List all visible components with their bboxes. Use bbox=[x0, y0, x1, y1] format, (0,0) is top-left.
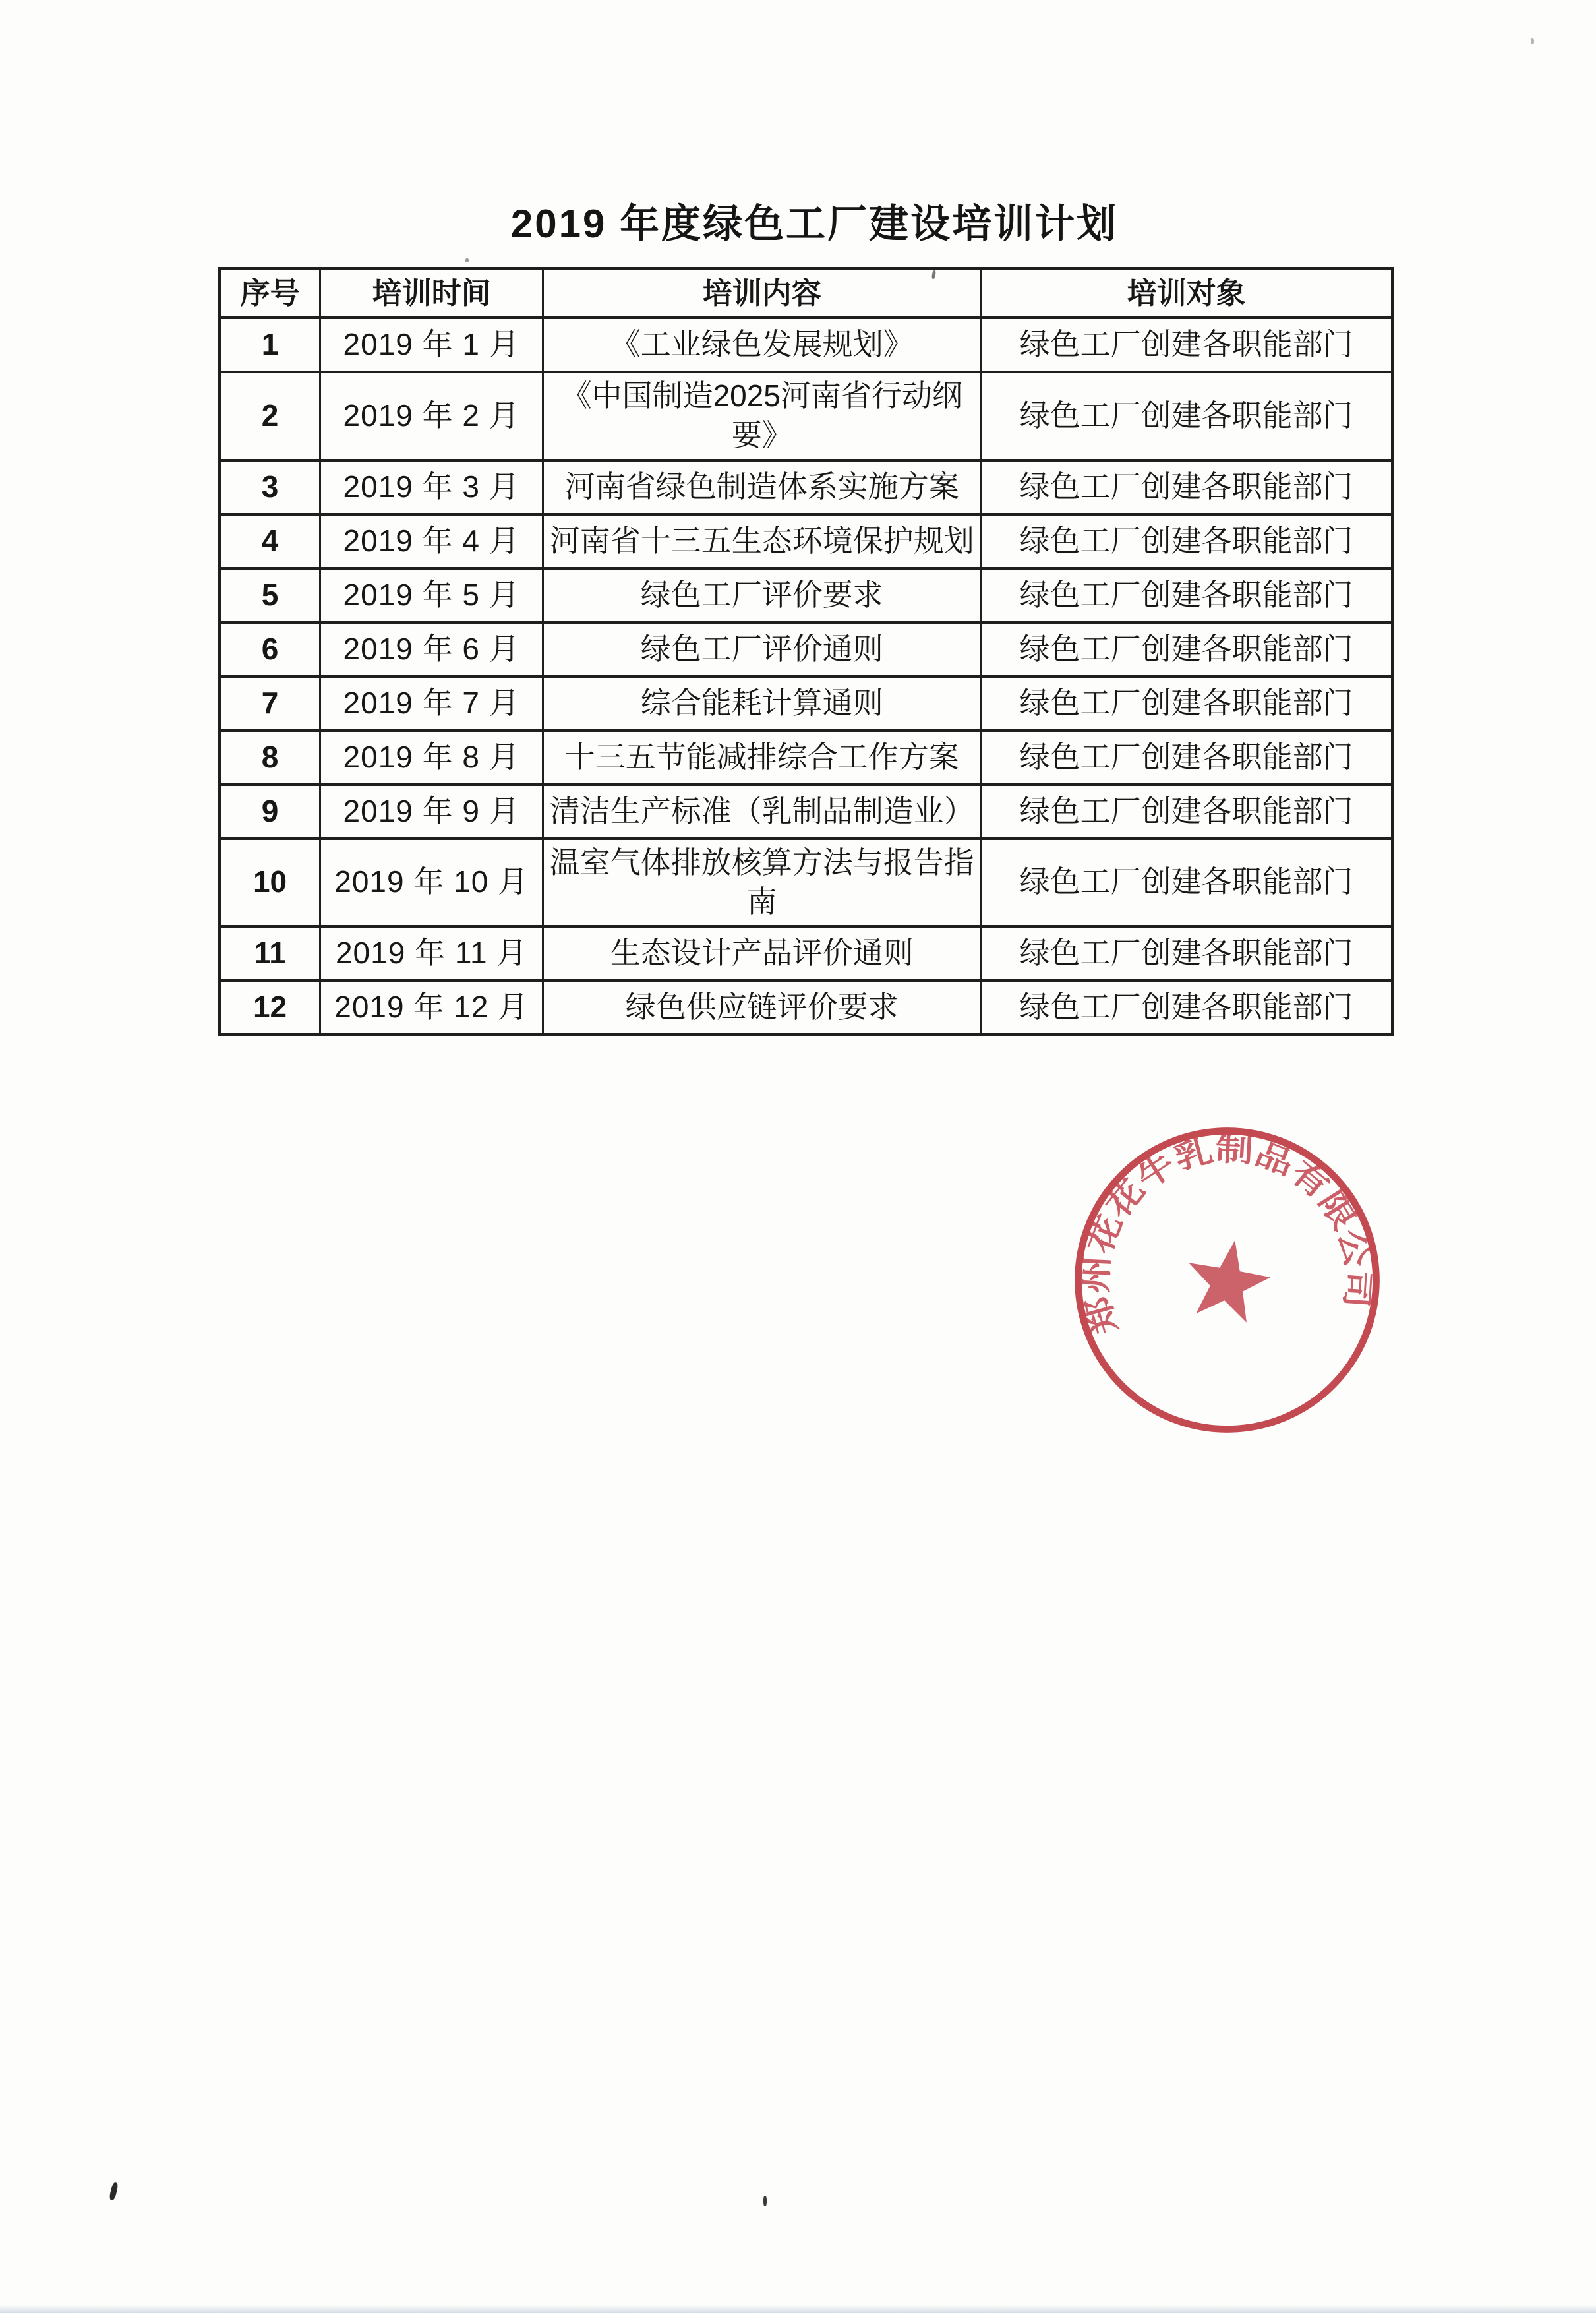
table-row bbox=[220, 731, 1393, 785]
cell-time: 2019 年 9 月 bbox=[320, 785, 543, 839]
cell-content: 综合能耗计算通则 bbox=[543, 676, 981, 731]
stamp-company-text: 郑州花花牛乳制品有限公司 bbox=[1079, 1132, 1376, 1338]
cell-time: 2019 年 8 月 bbox=[320, 731, 543, 785]
table-row bbox=[220, 568, 1393, 622]
cell-time: 2019 年 11 月 bbox=[320, 926, 543, 980]
scan-speck bbox=[109, 2182, 119, 2200]
table-row bbox=[220, 622, 1393, 676]
cell-no: 10 bbox=[220, 839, 320, 927]
cell-target: 绿色工厂创建各职能部门 bbox=[981, 568, 1393, 622]
cell-target: 绿色工厂创建各职能部门 bbox=[981, 839, 1393, 927]
scan-speck bbox=[763, 2196, 767, 2206]
cell-no: 3 bbox=[220, 460, 320, 514]
cell-time: 2019 年 7 月 bbox=[320, 676, 543, 731]
col-header-no: 序号 bbox=[220, 269, 320, 318]
cell-time: 2019 年 2 月 bbox=[320, 372, 543, 460]
cell-content: 绿色供应链评价要求 bbox=[543, 980, 981, 1035]
table-row bbox=[220, 372, 1393, 460]
cell-content: 河南省十三五生态环境保护规划 bbox=[543, 514, 981, 568]
cell-no: 9 bbox=[220, 785, 320, 839]
cell-time: 2019 年 1 月 bbox=[320, 318, 543, 372]
cell-no: 1 bbox=[220, 318, 320, 372]
cell-target: 绿色工厂创建各职能部门 bbox=[981, 676, 1393, 731]
cell-content: 《工业绿色发展规划》 bbox=[543, 318, 981, 372]
training-plan-table bbox=[218, 267, 1394, 1036]
page-title: 2019 年度绿色工厂建设培训计划 bbox=[510, 202, 1119, 246]
cell-target: 绿色工厂创建各职能部门 bbox=[981, 514, 1393, 568]
table-header-row bbox=[220, 269, 1393, 318]
cell-target: 绿色工厂创建各职能部门 bbox=[981, 318, 1393, 372]
col-header-content: 培训内容 bbox=[543, 269, 981, 318]
star-icon bbox=[1180, 1233, 1276, 1325]
cell-no: 7 bbox=[220, 676, 320, 731]
cell-target: 绿色工厂创建各职能部门 bbox=[981, 460, 1393, 514]
cell-no: 6 bbox=[220, 622, 320, 676]
table-body bbox=[220, 318, 1393, 1035]
cell-time: 2019 年 4 月 bbox=[320, 514, 543, 568]
col-header-target: 培训对象 bbox=[981, 269, 1393, 318]
table-row bbox=[220, 318, 1393, 372]
cell-content: 河南省绿色制造体系实施方案 bbox=[543, 460, 981, 514]
cell-target: 绿色工厂创建各职能部门 bbox=[981, 731, 1393, 785]
table-row bbox=[220, 514, 1393, 568]
cell-no: 4 bbox=[220, 514, 320, 568]
cell-content: 绿色工厂评价通则 bbox=[543, 622, 981, 676]
cell-content: 《中国制造2025河南省行动纲要》 bbox=[543, 372, 981, 460]
cell-time: 2019 年 5 月 bbox=[320, 568, 543, 622]
cell-time: 2019 年 10 月 bbox=[320, 839, 543, 927]
cell-no: 5 bbox=[220, 568, 320, 622]
cell-target: 绿色工厂创建各职能部门 bbox=[981, 372, 1393, 460]
cell-content: 生态设计产品评价通则 bbox=[543, 926, 981, 980]
cell-target: 绿色工厂创建各职能部门 bbox=[981, 926, 1393, 980]
cell-content: 清洁生产标准（乳制品制造业） bbox=[543, 785, 981, 839]
scan-edge-artifact bbox=[0, 2305, 1596, 2313]
col-header-time: 培训时间 bbox=[320, 269, 543, 318]
cell-target: 绿色工厂创建各职能部门 bbox=[981, 785, 1393, 839]
table-row bbox=[220, 460, 1393, 514]
table-row bbox=[220, 676, 1393, 731]
cell-content: 十三五节能减排综合工作方案 bbox=[543, 731, 981, 785]
table-row bbox=[220, 926, 1393, 980]
cell-time: 2019 年 3 月 bbox=[320, 460, 543, 514]
cell-no: 8 bbox=[220, 731, 320, 785]
cell-target: 绿色工厂创建各职能部门 bbox=[981, 622, 1393, 676]
cell-no: 11 bbox=[220, 926, 320, 980]
cell-no: 2 bbox=[220, 372, 320, 460]
company-stamp bbox=[1055, 1096, 1400, 1465]
cell-no: 12 bbox=[220, 980, 320, 1035]
cell-target: 绿色工厂创建各职能部门 bbox=[981, 980, 1393, 1035]
scan-speck bbox=[465, 258, 469, 262]
cell-time: 2019 年 6 月 bbox=[320, 622, 543, 676]
scan-speck bbox=[1531, 38, 1534, 44]
cell-content: 绿色工厂评价要求 bbox=[543, 568, 981, 622]
table-row bbox=[220, 980, 1393, 1035]
cell-time: 2019 年 12 月 bbox=[320, 980, 543, 1035]
cell-content: 温室气体排放核算方法与报告指南 bbox=[543, 839, 981, 927]
table-row bbox=[220, 785, 1393, 839]
table-row bbox=[220, 839, 1393, 927]
